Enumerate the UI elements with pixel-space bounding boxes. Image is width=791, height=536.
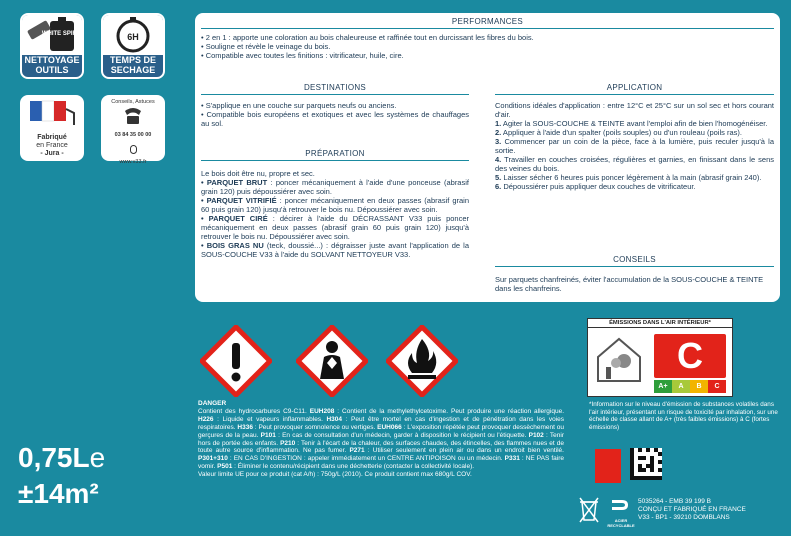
- scale-a: A: [672, 380, 690, 393]
- conseils-text: Sur parquets chanfreinés, éviter l'accumulation de la SOUS-COUCHE & TEINTE dans les chanfreins.: [495, 275, 764, 293]
- footer-line: V33 - BP1 - 39210 DOMBLANS: [638, 514, 730, 521]
- hazard-text: : Peut être mortel en cas d'ingestion et de pénétration dans les voies respiratoires.: [198, 415, 565, 431]
- destinations-list: [201, 101, 469, 128]
- info-panel: [195, 13, 780, 302]
- preparation-item: [201, 241, 469, 259]
- step-number: 3.: [495, 137, 502, 146]
- danger-title: DANGER: [198, 400, 227, 407]
- hazard-code: P331: [504, 455, 520, 463]
- preparation-item-label: • PARQUET BRUT: [201, 178, 268, 187]
- application-step: [495, 119, 774, 128]
- nettoyage-line-1: NETTOYAGE: [24, 55, 80, 65]
- hazard-code: P102: [528, 431, 544, 439]
- emissions-label: [587, 318, 733, 397]
- fabrique-france-badge: [20, 95, 84, 161]
- preparation-item-label: • PARQUET VITRIFIÉ: [201, 196, 277, 205]
- hazard-text: : Tenir hors de portée des enfants.: [198, 431, 564, 447]
- hazard-text: : EN CAS D'INGESTION : appeler immédiatement un CENTRE ANTIPOISON ou un médecin.: [227, 455, 505, 463]
- hazard-code: P501: [217, 463, 233, 471]
- preparation-item: [201, 178, 469, 196]
- performances-list: [201, 33, 774, 60]
- recycle-label: ACIER RECYCLABLE: [607, 518, 635, 528]
- hazard-text: : Utiliser seulement en plein air ou dans un endroit bien ventilé.: [364, 447, 564, 455]
- scale-b: B: [690, 380, 708, 393]
- step-text: Travailler en couches croisées, régulières et garnies, en finissant dans le sens des veines du bois.: [495, 155, 774, 173]
- hazard-code: EUH066: [377, 423, 402, 431]
- hazard-text: : Peut provoquer somnolence ou vertiges.: [252, 423, 378, 431]
- phone-number: 03 84 35 00 00: [114, 132, 152, 138]
- volume-text: [18, 442, 105, 474]
- clock-icon: [103, 15, 163, 55]
- danger-body: [198, 408, 564, 471]
- application-step: [495, 137, 774, 155]
- mouse-icon: [101, 141, 165, 159]
- step-text: Dépoussiérer puis appliquer deux couches de vitrificateur.: [501, 182, 696, 191]
- conseils-astuces-badge: [101, 95, 165, 165]
- step-number: 5.: [495, 173, 502, 182]
- preparation-intro: Le bois doit être nu, propre et sec.: [201, 169, 315, 178]
- phone-icon: [101, 105, 165, 127]
- application-step: [495, 182, 774, 191]
- scale-a-plus: A+: [654, 380, 672, 393]
- hazard-code: P210: [280, 439, 296, 447]
- step-text: Agiter la SOUS-COUCHE & TEINTE avant l'emploi afin de bien l'homogénéiser.: [501, 119, 768, 128]
- white-spirit-text: WHITE SPIRIT: [41, 31, 82, 37]
- hazard-code: H226: [198, 415, 214, 423]
- paint-roller-icon: [20, 95, 84, 129]
- conseils-title: CONSEILS: [495, 255, 774, 267]
- step-number: 4.: [495, 155, 502, 164]
- steel-recyclable-badge: [606, 497, 636, 528]
- nettoyage-caption: [22, 55, 82, 75]
- website-link[interactable]: www.v33.fr: [119, 159, 147, 165]
- health-hazard-icon: [296, 325, 368, 397]
- destination-item: • Compatible bois européens et exotiques et avec les systèmes de chauffages au sol.: [201, 110, 469, 128]
- preparation-item-label: • PARQUET CIRÉ: [201, 214, 268, 223]
- sechage-caption: [103, 55, 163, 75]
- color-swatch: [595, 449, 621, 483]
- temps-sechage-badge: [101, 13, 165, 79]
- preparation-item-text: : poncer mécaniquement en deux passes (abrasif grain 60 puis grain 120) jusqu'à retrouver le bois nu. Dépoussiérer avec soin.: [201, 196, 469, 214]
- application-step: [495, 155, 774, 173]
- voc-limit-text: Valeur limite UE pour ce produit (cat A/h) : 750g/L (2010). Ce produit contient max 680g/L COV.: [198, 471, 472, 479]
- preparation-item-label: • BOIS GRAS NU: [201, 241, 264, 250]
- hazard-text: : Contient de la methylethylcetoxime. Peut produire une réaction allergique.: [334, 407, 564, 415]
- footer-line: 5035264 - EMB 39 199 B: [638, 498, 711, 505]
- white-spirit-icon: [22, 15, 82, 55]
- preparation-item: [201, 196, 469, 214]
- fabrique-line-3: - Jura -: [40, 150, 64, 157]
- manufacturer-footer: [638, 498, 746, 522]
- step-number: 6.: [495, 182, 502, 191]
- application-step: [495, 128, 774, 137]
- emissions-grade-box: [654, 334, 726, 378]
- destinations-title: DESTINATIONS: [201, 83, 469, 95]
- nettoyage-line-2: OUTILS: [35, 65, 69, 75]
- volume-value: 0,75L: [18, 442, 90, 473]
- magnet-icon: [610, 497, 632, 513]
- hazard-code: H336: [237, 423, 253, 431]
- house-icon: [594, 333, 644, 383]
- hazard-text: : Liquide et vapeurs inflammables.: [213, 415, 327, 423]
- sechage-line-2: SECHAGE: [110, 65, 156, 75]
- step-text: Laisser sécher 6 heures puis poncer légèrement à la main (abrasif grain 240).: [501, 173, 762, 182]
- step-text: Commencer par un coin de la pièce, face à la lumière, puis reculer jusqu'à la sortie.: [495, 137, 774, 155]
- emissions-note: *Information sur le niveau d'émission de substances volatiles dans l'air intérieur, présentant un risque de toxicité par inhalation, sur une échelle de classe allant de A+ (très faibles émissions) à C (fortes émissions): [589, 401, 778, 431]
- volume-e-mark: e: [89, 442, 106, 473]
- fabrique-line-2: en France: [36, 142, 68, 149]
- performance-item: • Compatible avec toutes les finitions : vitrificateur, huile, cire.: [201, 51, 404, 60]
- fabrique-line-1: Fabriqué: [37, 134, 67, 141]
- application-step: [495, 173, 774, 182]
- step-number: 2.: [495, 128, 502, 137]
- emissions-grade: C: [677, 335, 703, 376]
- hazard-text: : En cas de consultation d'un médecin, garder à disposition le récipient ou l'étiquette.: [275, 431, 529, 439]
- hazard-code: P101: [260, 431, 276, 439]
- hazard-text: : Éliminer le contenu/récipient dans une déchetterie (contacter la collectivité locale).: [232, 463, 475, 471]
- datamatrix-code: [630, 447, 662, 481]
- preparation-item-text: : décirer à l'aide du DÉCRASSANT V33 puis poncer mécaniquement en deux passes (abrasif grain 60 puis grain 120) jusqu'à retrouver le bois nu. Dépoussiérer avec soin.: [201, 214, 469, 241]
- performance-item: • Souligne et révèle le veinage du bois.: [201, 42, 331, 51]
- danger-statement: [198, 400, 564, 479]
- bin-icon: [578, 494, 600, 524]
- hazard-text: : Tenir à l'écart de la chaleur, des surfaces chaudes, des étincelles, des flammes nues et de toute autre source d'inflammation. Ne pas fumer.: [198, 439, 564, 455]
- preparation-title: PRÉPARATION: [201, 149, 469, 161]
- emissions-scale: [654, 380, 726, 393]
- step-number: 1.: [495, 119, 502, 128]
- emissions-title: ÉMISSIONS DANS L'AIR INTÉRIEUR*: [588, 319, 732, 328]
- hazard-text: : L'exposition répétée peut provoquer dessèchement ou gerçures de la peau.: [198, 423, 565, 439]
- nettoyage-outils-badge: [20, 13, 84, 79]
- step-text: Appliquer à l'aide d'un spalter (poils souples) ou d'un rouleau (poils ras).: [501, 128, 742, 137]
- footer-line: CONÇU ET FABRIQUÉ EN FRANCE: [638, 506, 746, 513]
- hazard-code: P301+310: [198, 455, 228, 463]
- performance-item: • 2 en 1 : apporte une coloration au bois chaleureuse et raffinée tout en durcissant les fibres du bois.: [201, 33, 534, 42]
- destination-item: • S'applique en une couche sur parquets neufs ou anciens.: [201, 101, 397, 110]
- preparation-text: [201, 169, 469, 259]
- time-text: 6H: [127, 32, 139, 42]
- hazard-text: Contient des hydrocarbures C9-C11.: [198, 407, 310, 415]
- hazard-text: : NE PAS faire vomir.: [198, 455, 564, 471]
- application-title: APPLICATION: [495, 83, 774, 95]
- application-text: [495, 101, 774, 191]
- hazard-code: EUH208: [309, 407, 335, 415]
- application-intro: Conditions idéales d'application : entre 12°C et 25°C sur un sol sec et hors courant d'air.: [495, 101, 774, 119]
- performances-title: PERFORMANCES: [201, 17, 774, 29]
- conseils-astuces-title: Conseils, Astuces: [111, 99, 155, 105]
- exclamation-hazard-icon: [200, 325, 272, 397]
- scale-c: C: [708, 380, 726, 393]
- hazard-code: H304: [326, 415, 343, 423]
- hazard-code: P271: [349, 447, 365, 455]
- flame-hazard-icon: [386, 325, 458, 397]
- preparation-item-text: (teck, doussié...) : dégraisser juste avant l'application de la SOUS-COUCHE V33 à l'aide du SOLVANT NETTOYEUR V33.: [201, 241, 469, 259]
- preparation-item-text: : poncer mécaniquement à l'aide d'une ponceuse (abrasif grain 120) puis dépoussiérer avec soin.: [201, 178, 469, 196]
- fabrique-text: [20, 134, 84, 158]
- coverage-text: ±14m²: [18, 478, 99, 509]
- preparation-item: [201, 214, 469, 241]
- sechage-line-1: TEMPS DE: [109, 55, 156, 65]
